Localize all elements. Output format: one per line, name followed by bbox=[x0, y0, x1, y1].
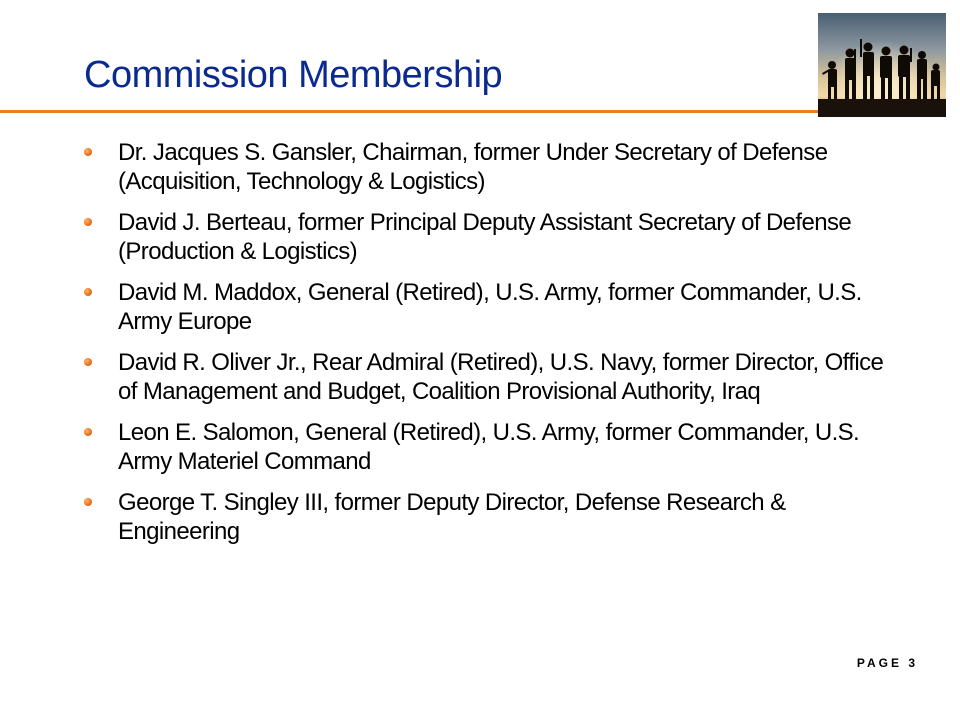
list-item-text: Leon E. Salomon, General (Retired), U.S. Army, former Commander, U.S. Army Materiel Command bbox=[118, 419, 860, 475]
list-item-text: David M. Maddox, General (Retired), U.S. Army, former Commander, U.S. Army Europe bbox=[118, 279, 862, 335]
list-item-text: George T. Singley III, former Deputy Director, Defense Research & Engineering bbox=[118, 489, 786, 545]
bullet-dot-icon bbox=[84, 288, 92, 296]
list-item-text: Dr. Jacques S. Gansler, Chairman, former Under Secretary of Defense (Acquisition, Technology & Logistics) bbox=[118, 139, 828, 195]
list-item bbox=[80, 418, 900, 476]
bullet-dot-icon bbox=[84, 148, 92, 156]
list-item bbox=[80, 278, 900, 336]
bullet-dot-icon bbox=[84, 498, 92, 506]
list-item bbox=[80, 208, 900, 266]
list-item-text: David J. Berteau, former Principal Deputy Assistant Secretary of Defense (Production & Logistics) bbox=[118, 209, 852, 265]
list-item-text: David R. Oliver Jr., Rear Admiral (Retired), U.S. Navy, former Director, Office of Management and Budget, Coalition Provisional Authority, Iraq bbox=[118, 349, 884, 405]
title-divider bbox=[0, 110, 818, 113]
bullet-dot-icon bbox=[84, 218, 92, 226]
soldiers-silhouette-photo bbox=[818, 13, 946, 117]
bullet-dot-icon bbox=[84, 358, 92, 366]
list-item bbox=[80, 348, 900, 406]
list-item bbox=[80, 488, 900, 546]
member-list bbox=[80, 138, 900, 558]
slide-title: Commission Membership bbox=[84, 54, 503, 96]
page-number: PAGE 3 bbox=[856, 656, 918, 670]
bullet-dot-icon bbox=[84, 428, 92, 436]
list-item bbox=[80, 138, 900, 196]
